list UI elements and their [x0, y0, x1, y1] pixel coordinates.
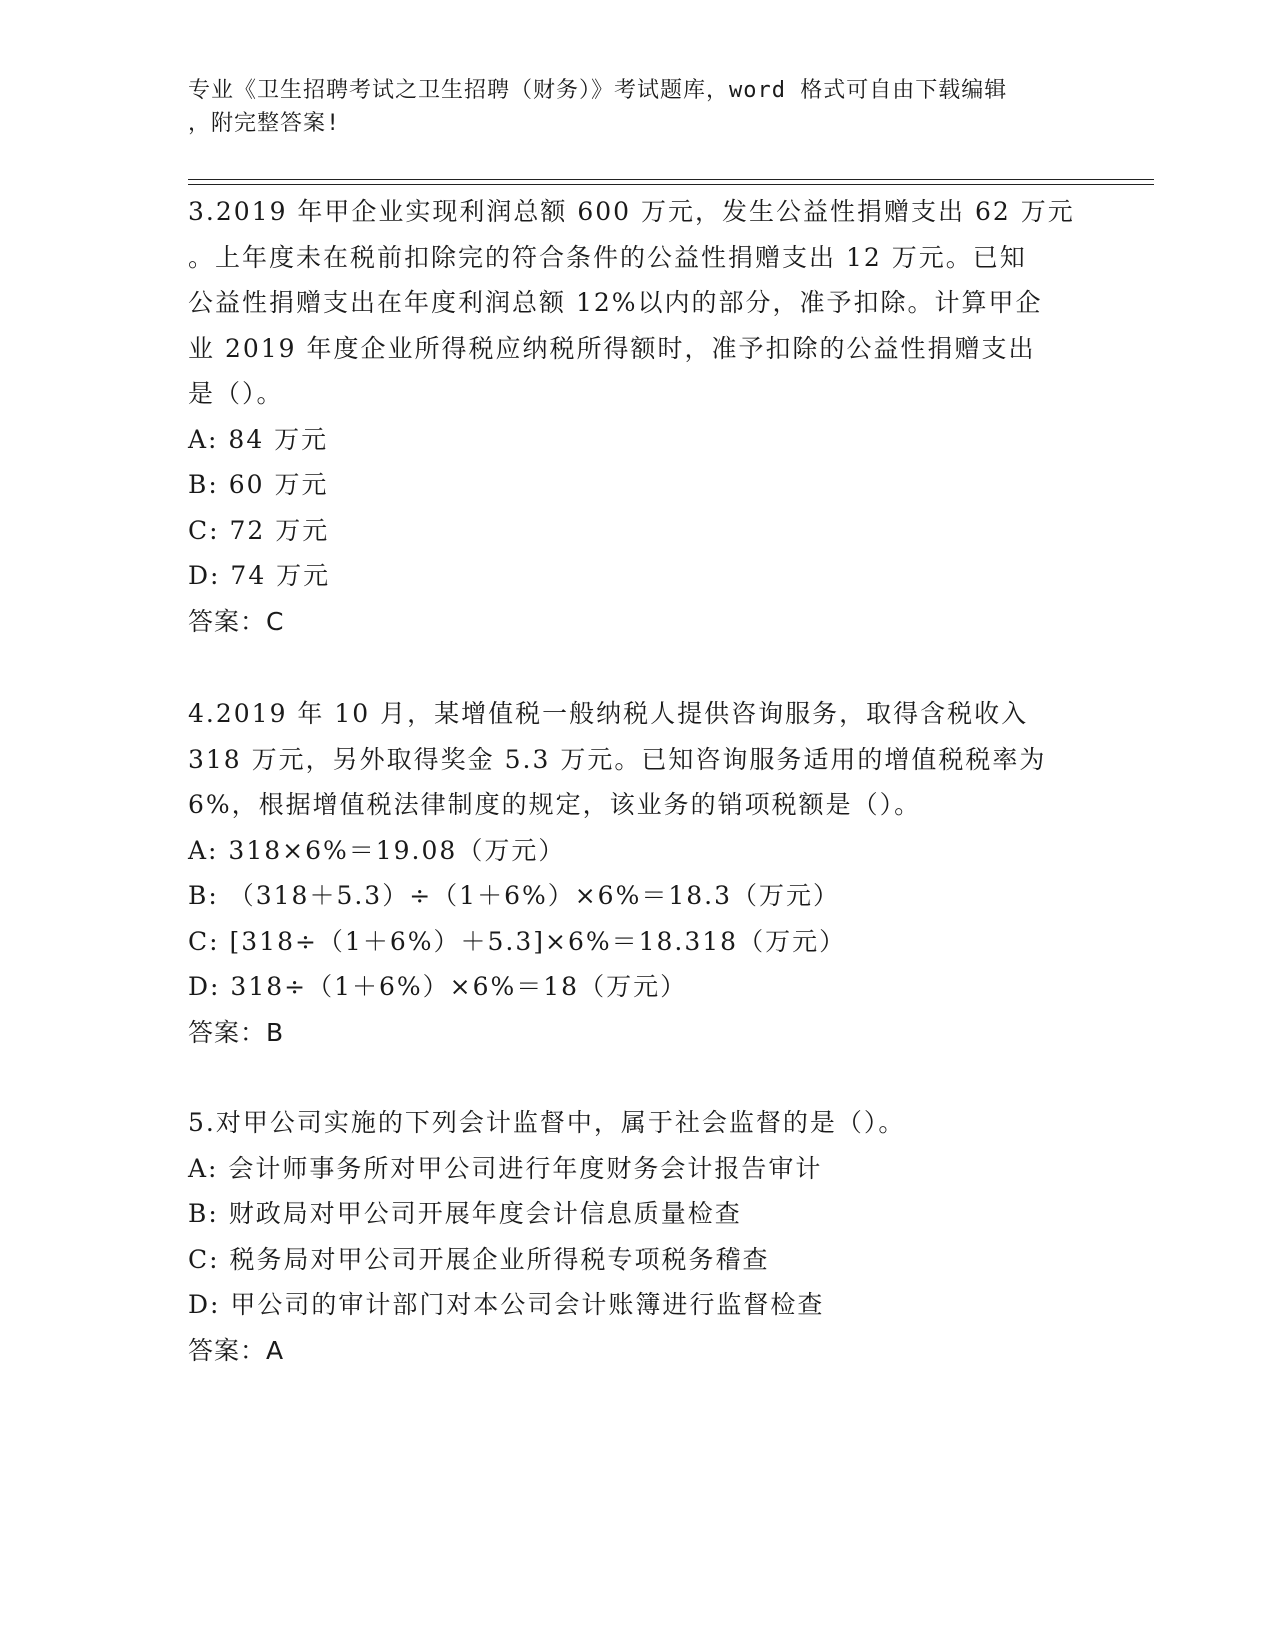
question-stem-line: 3.2019 年甲企业实现利润总额 600 万元，发生公益性捐赠支出 62 万元 — [188, 197, 1075, 226]
option-a: A: 318×6%＝19.08（万元） — [188, 835, 566, 865]
option-d: D: 74 万元 — [188, 561, 331, 590]
question-4 — [188, 691, 1088, 1055]
question-stem-line: 。上年度未在税前扣除完的符合条件的公益性捐赠支出 12 万元。已知 — [188, 242, 1027, 272]
question-stem-line: 4.2019 年 10 月，某增值税一般纳税人提供咨询服务，取得含税收入 — [188, 699, 1029, 728]
question-stem-line: 5.对甲公司实施的下列会计监督中，属于社会监督的是（）。 — [188, 1108, 906, 1137]
question-stem-line: 公益性捐赠支出在年度利润总额 12%以内的部分，准予扣除。计算甲企 — [188, 288, 1043, 317]
option-c: C: 税务局对甲公司开展企业所得税专项税务稽查 — [188, 1244, 770, 1274]
question-stem-line: 6%，根据增值税法律制度的规定，该业务的销项税额是（）。 — [188, 790, 922, 819]
header-line-2: ，附完整答案! — [188, 111, 341, 136]
option-b: B: 60 万元 — [188, 470, 329, 499]
answer-line: 答案：B — [188, 1017, 285, 1047]
answer-line: 答案：C — [188, 606, 285, 636]
header-line-1: 专业《卫生招聘考试之卫生招聘（财务）》考试题库，word 格式可自由下载编辑 — [188, 78, 1008, 103]
option-c: C: [318÷（1＋6%）＋5.3]×6%＝18.318（万元） — [188, 926, 847, 956]
question-stem-line: 是（）。 — [188, 379, 284, 408]
document-header — [188, 74, 1068, 140]
question-stem-line: 业 2019 年度企业所得税应纳税所得额时，准予扣除的公益性捐赠支出 — [188, 333, 1036, 363]
option-a: A: 84 万元 — [188, 424, 329, 454]
question-5 — [188, 1100, 1088, 1373]
option-b: B: 财政局对甲公司开展年度会计信息质量检查 — [188, 1199, 742, 1228]
option-d: D: 318÷（1＋6%）×6%＝18（万元） — [188, 972, 688, 1001]
option-d: D: 甲公司的审计部门对本公司会计账簿进行监督检查 — [188, 1290, 825, 1319]
header-divider-bottom — [188, 184, 1154, 185]
question-stem-line: 318 万元，另外取得奖金 5.3 万元。已知咨询服务适用的增值税税率为 — [188, 744, 1047, 774]
question-3 — [188, 189, 1088, 644]
header-divider-top — [188, 179, 1154, 180]
option-b: B: （318＋5.3）÷（1＋6%）×6%＝18.3（万元） — [188, 881, 841, 910]
option-a: A: 会计师事务所对甲公司进行年度财务会计报告审计 — [188, 1153, 823, 1183]
answer-line: 答案：A — [188, 1335, 285, 1365]
option-c: C: 72 万元 — [188, 515, 330, 545]
